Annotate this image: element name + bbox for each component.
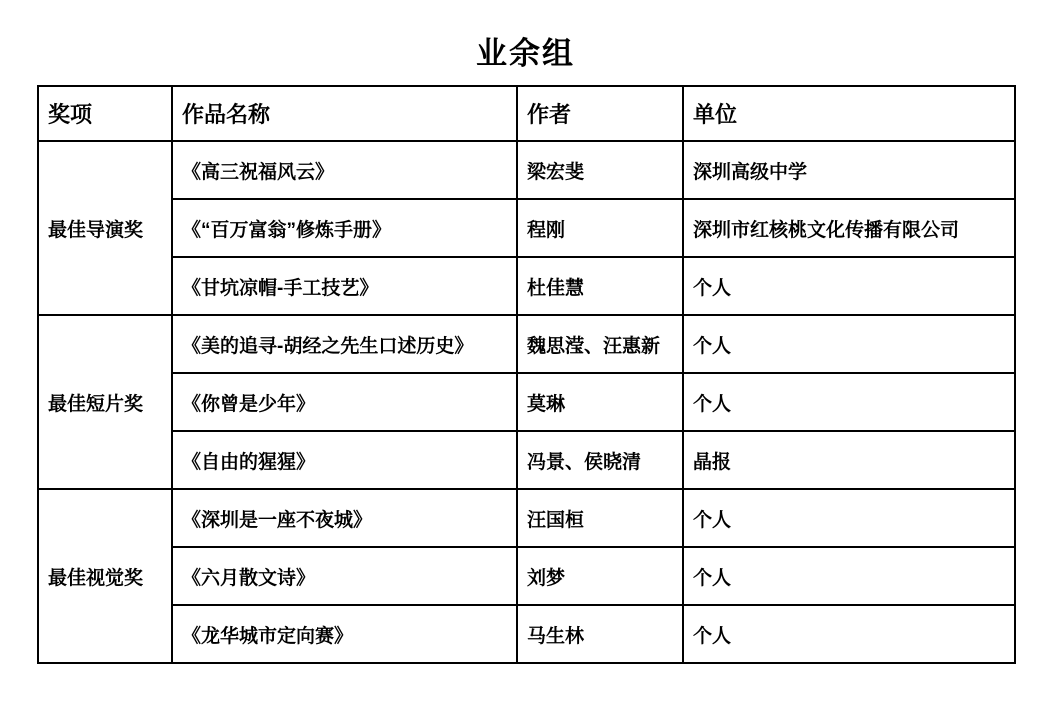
unit-cell: 个人 — [683, 257, 1015, 315]
awards-table — [37, 85, 1016, 664]
unit-cell: 深圳高级中学 — [683, 141, 1015, 199]
table-row — [38, 605, 1015, 663]
table-header — [38, 86, 1015, 141]
unit-cell: 个人 — [683, 315, 1015, 373]
award-cell: 最佳导演奖 — [38, 141, 172, 315]
table-row — [38, 373, 1015, 431]
table-body — [38, 141, 1015, 663]
author-cell: 梁宏斐 — [517, 141, 683, 199]
table-row — [38, 141, 1015, 199]
award-cell: 最佳视觉奖 — [38, 489, 172, 663]
header-author: 作者 — [517, 86, 683, 141]
page-title: 业余组 — [476, 36, 575, 71]
work-cell: 《你曾是少年》 — [172, 373, 517, 431]
work-cell: 《甘坑凉帽-手工技艺》 — [172, 257, 517, 315]
table-row — [38, 489, 1015, 547]
work-cell: 《美的追寻-胡经之先生口述历史》 — [172, 315, 517, 373]
unit-cell: 晶报 — [683, 431, 1015, 489]
table-row — [38, 315, 1015, 373]
work-cell: 《六月散文诗》 — [172, 547, 517, 605]
table-row — [38, 199, 1015, 257]
author-cell: 杜佳慧 — [517, 257, 683, 315]
unit-cell: 个人 — [683, 547, 1015, 605]
work-cell: 《“百万富翁”修炼手册》 — [172, 199, 517, 257]
author-cell: 汪国桓 — [517, 489, 683, 547]
author-cell: 马生林 — [517, 605, 683, 663]
table-row — [38, 257, 1015, 315]
table-row — [38, 547, 1015, 605]
unit-cell: 深圳市红核桃文化传播有限公司 — [683, 199, 1015, 257]
author-cell: 莫琳 — [517, 373, 683, 431]
work-cell: 《龙华城市定向赛》 — [172, 605, 517, 663]
work-cell: 《高三祝福风云》 — [172, 141, 517, 199]
work-cell: 《自由的猩猩》 — [172, 431, 517, 489]
header-row — [38, 86, 1015, 141]
header-work: 作品名称 — [172, 86, 517, 141]
unit-cell: 个人 — [683, 489, 1015, 547]
author-cell: 冯景、侯晓清 — [517, 431, 683, 489]
header-unit: 单位 — [683, 86, 1015, 141]
table-row — [38, 431, 1015, 489]
work-cell: 《深圳是一座不夜城》 — [172, 489, 517, 547]
unit-cell: 个人 — [683, 373, 1015, 431]
author-cell: 刘梦 — [517, 547, 683, 605]
header-award: 奖项 — [38, 86, 172, 141]
author-cell: 程刚 — [517, 199, 683, 257]
unit-cell: 个人 — [683, 605, 1015, 663]
author-cell: 魏思滢、汪惠新 — [517, 315, 683, 373]
award-cell: 最佳短片奖 — [38, 315, 172, 489]
